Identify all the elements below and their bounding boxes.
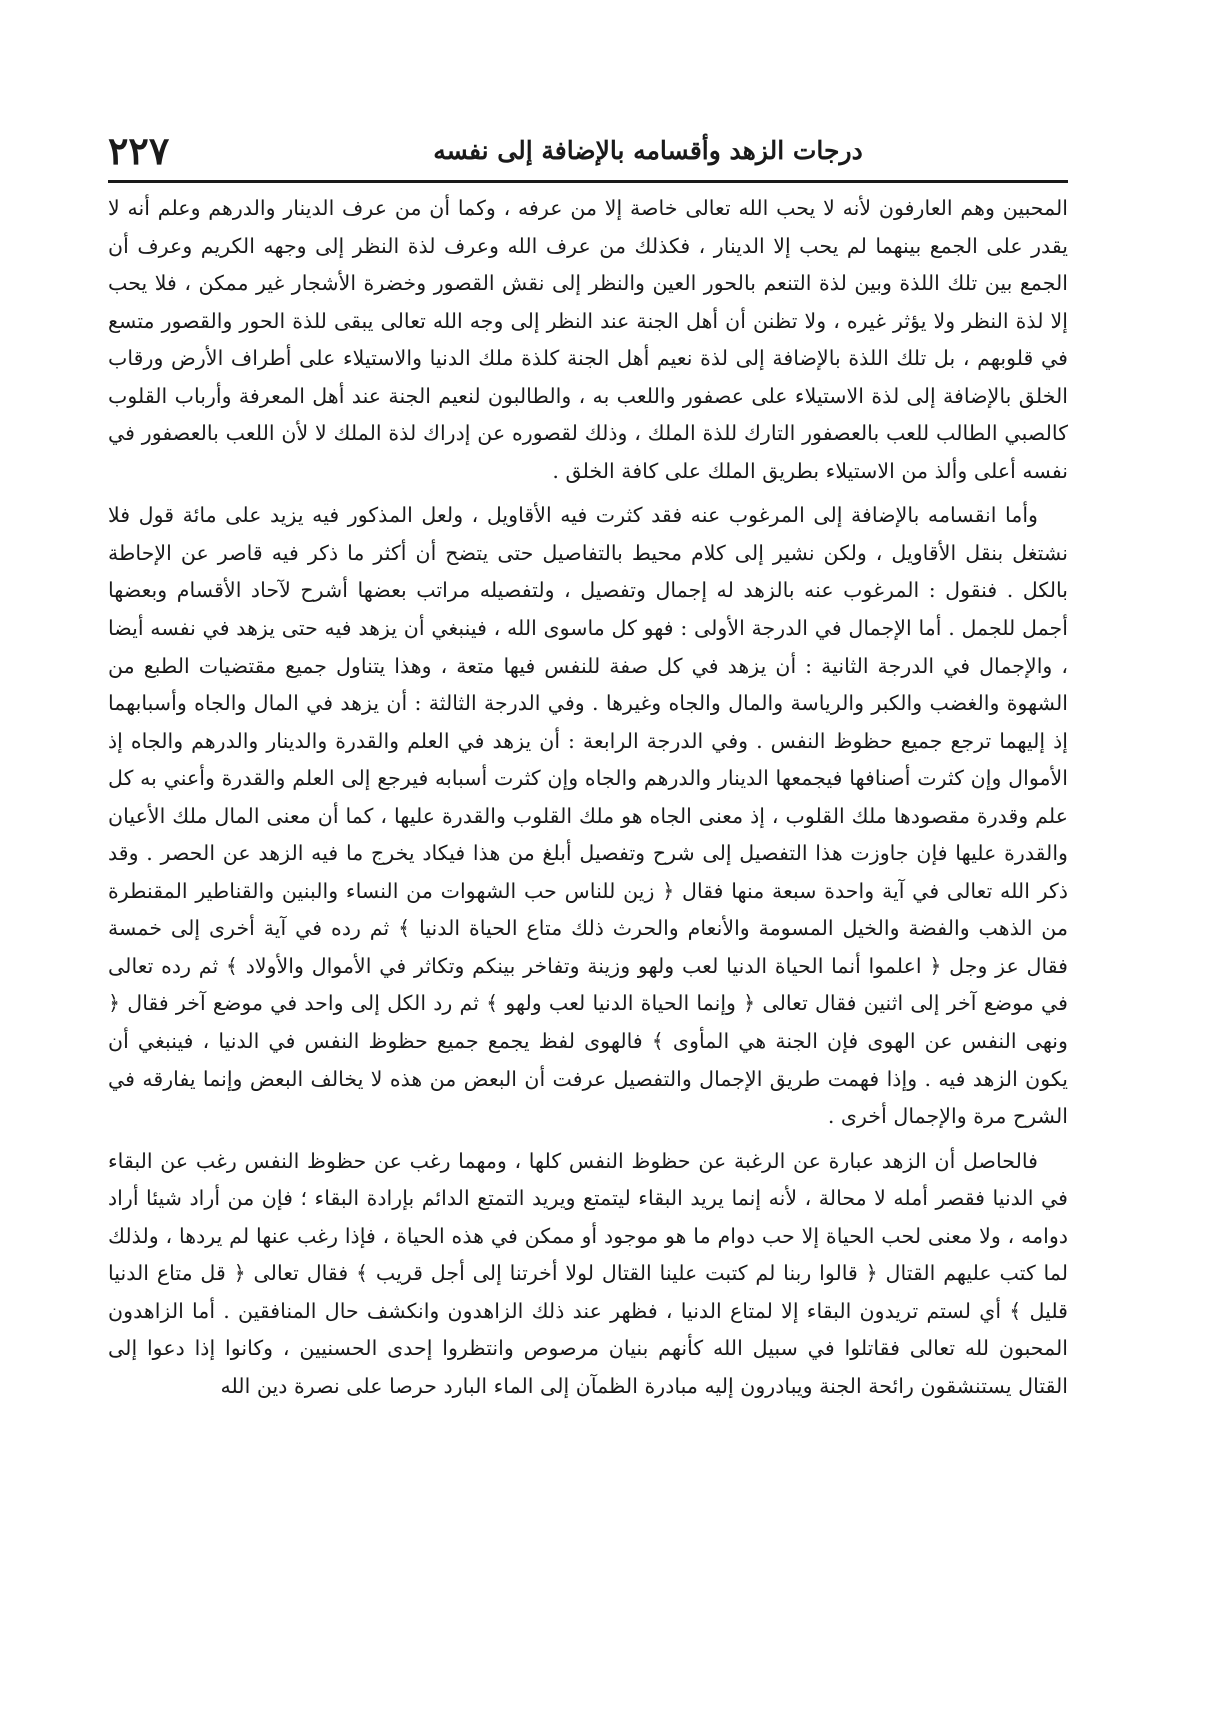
paragraph-2: وأما انقسامه بالإضافة إلى المرغوب عنه فقد كثرت فيه الأقاويل ، ولعل المذكور فيه يزيد على مائة قول فلا نشتغل بنقل الأقاويل ، ولكن نشير إلى كلام محيط بالتفاصيل حتى يتضح أن أكثر ما ذكر فيه قاصر عن الإحاطة بالكل . فنقول : المرغوب عنه بالزهد له إجمال وتفصيل ، ولتفصيله مراتب بعضها أشرح لآحاد الأقسام وبعضها أجمل للجمل . أما الإجمال في الدرجة الأولى : فهو كل ماسوى الله ، فينبغي أن يزهد فيه حتى يزهد في نفسه أيضا ، والإجمال في الدرجة الثانية : أن يزهد في كل صفة للنفس فيها متعة ، وهذا يتناول جميع مقتضيات الطبع من الشهوة والغضب والكبر والرياسة والمال والجاه وغيرها . وفي الدرجة الثالثة : أن يزهد في المال والجاه وأسبابهما إذ إليهما ترجع جميع حظوظ النفس . وفي الدرجة الرابعة : أن يزهد في العلم والقدرة والدينار والدرهم والجاه إذ الأموال وإن كثرت أصنافها فيجمعها الدينار والدرهم والجاه وإن كثرت أسبابه فيرجع إلى العلم والقدرة وأعني به كل علم وقدرة مقصودها ملك القلوب ، إذ معنى الجاه هو ملك القلوب والقدرة عليها ، كما أن معنى المال ملك الأعيان والقدرة عليها فإن جاوزت هذا التفصيل إلى شرح وتفصيل أبلغ من هذا فيكاد يخرج ما فيه الزهد عن الحصر . وقد ذكر الله تعالى في آية واحدة سبعة منها فقال ﴿ زين للناس حب الشهوات من النساء والبنين والقناطير المقنطرة من الذهب والفضة والخيل المسومة والأنعام والحرث ذلك متاع الحياة الدنيا ﴾ ثم رده في آية أخرى إلى خمسة فقال عز وجل ﴿ اعلموا أنما الحياة الدنيا لعب ولهو وزينة وتفاخر بينكم وتكاثر في الأموال والأولاد ﴾ ثم رده تعالى في موضع آخر إلى اثنين فقال تعالى ﴿ وإنما الحياة الدنيا لعب ولهو ﴾ ثم رد الكل إلى واحد في موضع آخر فقال ﴿ ونهى النفس عن الهوى فإن الجنة هي المأوى ﴾ فالهوى لفظ يجمع جميع حظوظ النفس في الدنيا ، فينبغي أن يكون الزهد فيه . وإذا فهمت طريق الإجمال والتفصيل عرفت أن البعض من هذه لا يخالف البعض وإنما يفارقه في الشرح مرة والإجمال أخرى . xyxy=(108,503,1068,1129)
paragraph-1: المحبين وهم العارفون لأنه لا يحب الله تعالى خاصة إلا من عرفه ، وكما أن من عرف الدينار والدرهم وعلم أنه لا يقدر على الجمع بينهما لم يحب إلا الدينار ، فكذلك من عرف الله وعرف لذة النظر إلى وجهه الكريم وعرف أن الجمع بين تلك اللذة وبين لذة التنعم بالحور العين والنظر إلى نقش القصور وخضرة الأشجار غير ممكن ، فلا يحب إلا لذة النظر ولا يؤثر غيره ، ولا تظنن أن أهل الجنة عند النظر إلى وجه الله تعالى يبقى للذة الحور والقصور متسع في قلوبهم ، بل تلك اللذة بالإضافة إلى لذة نعيم أهل الجنة كلذة ملك الدنيا والاستيلاء على أطراف الأرض ورقاب الخلق بالإضافة إلى لذة الاستيلاء على عصفور واللعب به ، والطالبون لنعيم الجنة عند أهل المعرفة وأرباب القلوب كالصبي الطالب للعب بالعصفور التارك للذة الملك ، وذلك لقصوره عن إدراك لذة الملك لا لأن اللعب بالعصفور في نفسه أعلى وألذ من الاستيلاء بطريق الملك على كافة الخلق . xyxy=(108,196,1068,483)
running-title: درجات الزهد وأقسامه بالإضافة إلى نفسه xyxy=(433,136,863,165)
page-header xyxy=(108,128,1068,180)
page-body xyxy=(108,190,1068,1406)
paragraph-3: فالحاصل أن الزهد عبارة عن الرغبة عن حظوظ النفس كلها ، ومهما رغب عن حظوظ النفس رغب عن البقاء في الدنيا فقصر أمله لا محالة ، لأنه إنما يريد البقاء ليتمتع ويريد التمتع الدائم بإرادة البقاء ؛ فإن من أراد شيئا أراد دوامه ، ولا معنى لحب الحياة إلا حب دوام ما هو موجود أو ممكن في هذه الحياة ، فإذا رغب عنها لم يردها ، ولذلك لما كتب عليهم القتال ﴿ قالوا ربنا لم كتبت علينا القتال لولا أخرتنا إلى أجل قريب ﴾ فقال تعالى ﴿ قل متاع الدنيا قليل ﴾ أي لستم تريدون البقاء إلا لمتاع الدنيا ، فظهر عند ذلك الزاهدون وانكشف حال المنافقين . أما الزاهدون المحبون لله تعالى فقاتلوا في سبيل الله كأنهم بنيان مرصوص وانتظروا إحدى الحسنيين ، وكانوا إذا دعوا إلى القتال يستنشقون رائحة الجنة ويبادرون إليه مبادرة الظمآن إلى الماء البارد حرصا على نصرة دين الله xyxy=(108,1148,1068,1398)
page-number: ٢٢٧ xyxy=(108,128,170,173)
header-divider xyxy=(108,180,1068,183)
